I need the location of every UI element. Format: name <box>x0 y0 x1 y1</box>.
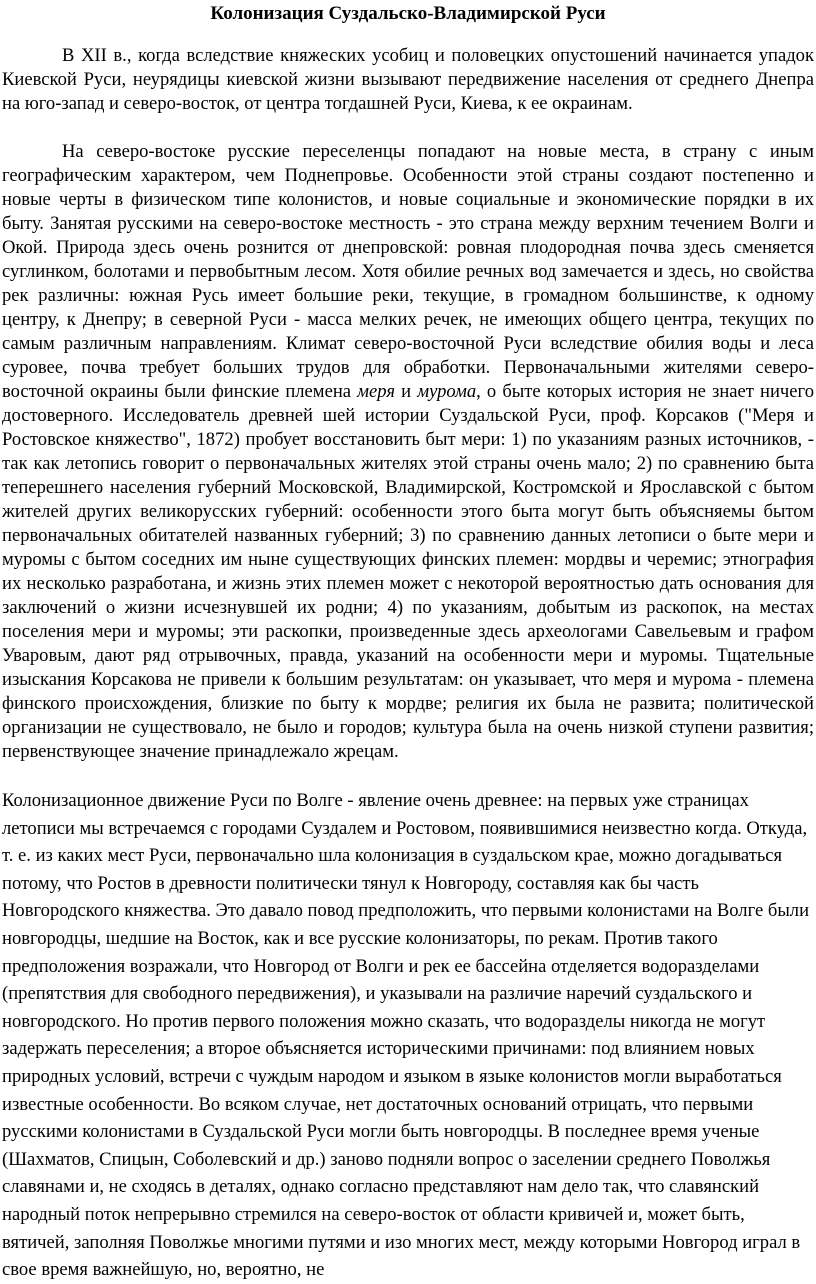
paragraph-2 <box>2 140 814 764</box>
paragraph-2-text-a: На северо-востоке русские переселенцы попадают на новые места, в страну с иным географическим характером, чем Поднепровье. Особенности этой страны создают постепенно и новые черты в физическом типе колонистов, и новые социальные и экономические порядки в их быту. Занятая русскими на северо-востоке местность - это страна между верхним течением Волги и Окой. Природа здесь очень рознится от днепровской: ровная плодородная почва здесь сменяется суглинком, болотами и первобытным лесом. Хотя обилие речных вод замечается и здесь, но свойства рек различны: южная Русь имеет большие реки, текущие, в громадном большинстве, к одному центру, к Днепру; в северной Руси - масса мелких речек, не имеющих общего центра, текущих по самым различным направлениям. Климат северо-восточной Руси вследствие обилия воды и леса суровее, почва требует больших трудов для обработки. Первоначальными жителями северо-восточной окраины были финские племена <box>2 141 814 402</box>
italic-term-merya: меря <box>357 381 395 402</box>
italic-term-muroma: мурома <box>417 381 477 402</box>
paragraph-3: Колонизационное движение Руси по Волге - явление очень древнее: на первых уже страницах летописи мы встречаемся с городами Суздалем и Ростовом, появившимися неизвестно когда. Откуда, т. е. из каких мест Руси, первоначально шла колонизация в суздальском крае, можно догадываться потому, что Ростов в древности политически тянул к Новгороду, составляя как бы часть Новгородского княжества. Это давало повод предположить, что первыми колонистами на Волге были новгородцы, шедшие на Восток, как и все русские колонизаторы, по рекам. Против такого предположения возражали, что Новгород от Волги и рек ее бассейна отделяется водоразделами (препятствия для свободного передвижения), и указывали на различие наречий суздальского и новгородского. Но против первого положения можно сказать, что водоразделы никогда не могут задержать переселения; а второе объясняется историческими причинами: под влиянием новых природных условий, встречи с чуждым народом и языком в языке колонистов могли выработаться известные особенности. Во всяком случае, нет достаточных оснований отрицать, что первыми русскими колонистами в Суздальской Руси могли быть новгородцы. В последнее время ученые (Шахматов, Спицын, Соболевский и др.) заново подняли вопрос о заселении среднего Поволжья славянами и, не сходясь в деталях, однако согласно представляют нам дело так, что славянский народный поток непрерывно стремился на северо-восток от области кривичей и, может быть, вятичей, заполняя Поволжье многими путями и изо многих мест, между которыми Новгород играл в свое время важнейшую, но, вероятно, не <box>2 790 810 1281</box>
paragraph-2-text-b: и <box>394 381 418 402</box>
paragraph-2-text-c: , о быте которых история не знает ничего достоверного. Исследователь древней шей истории Суздальской Руси, проф. Корсаков ("Меря и Ростовское княжество", 1872) пробует восстановить быт мери: 1) по указаниям разных источников, - так как летопись говорит о первоначальных жителях этой страны очень мало; 2) по сравнению быта теперешнего населения губерний Московской, Владимирской, Костромской и Ярославской с бытом жителей других великорусских губерний: особенности этого быта могут быть объясняемы бытом первоначальных обитателей названных губерний; 3) по сравнению данных летописи о быте мери и муромы с бытом соседних им ныне существующих финских племен: мордвы и черемис; этнография их несколько разработана, и жизнь этих племен может с некоторой вероятностью дать основания для заключений о жизни исчезнувшей их родни; 4) по указаниям, добытым из раскопок, на местах поселения мери и муромы; эти раскопки, произведенные здесь археологами Савельевым и графом Уваровым, дают ряд отрывочных, правда, указаний на особенности мери и муромы. Тщательные изыскания Корсакова не привели к большим результатам: он указывает, что меря и мурома - племена финского происхождения, близкие по быту к мордве; религия их была не развита; политической организации не существовало, не было и городов; культура была на очень низкой ступени развития; первенствующее значение принадлежало жрецам. <box>2 381 814 762</box>
paragraph-1: В XII в., когда вследствие княжеских усобиц и половецких опустошений начинается упадок Киевской Руси, неурядицы киевской жизни вызывают передвижение населения от среднего Днепра на юго-запад и северо-восток, от центра тогдашней Руси, Киева, к ее окраинам. <box>2 45 814 114</box>
document-title: Колонизация Суздальско-Владимирской Руси <box>210 3 606 24</box>
